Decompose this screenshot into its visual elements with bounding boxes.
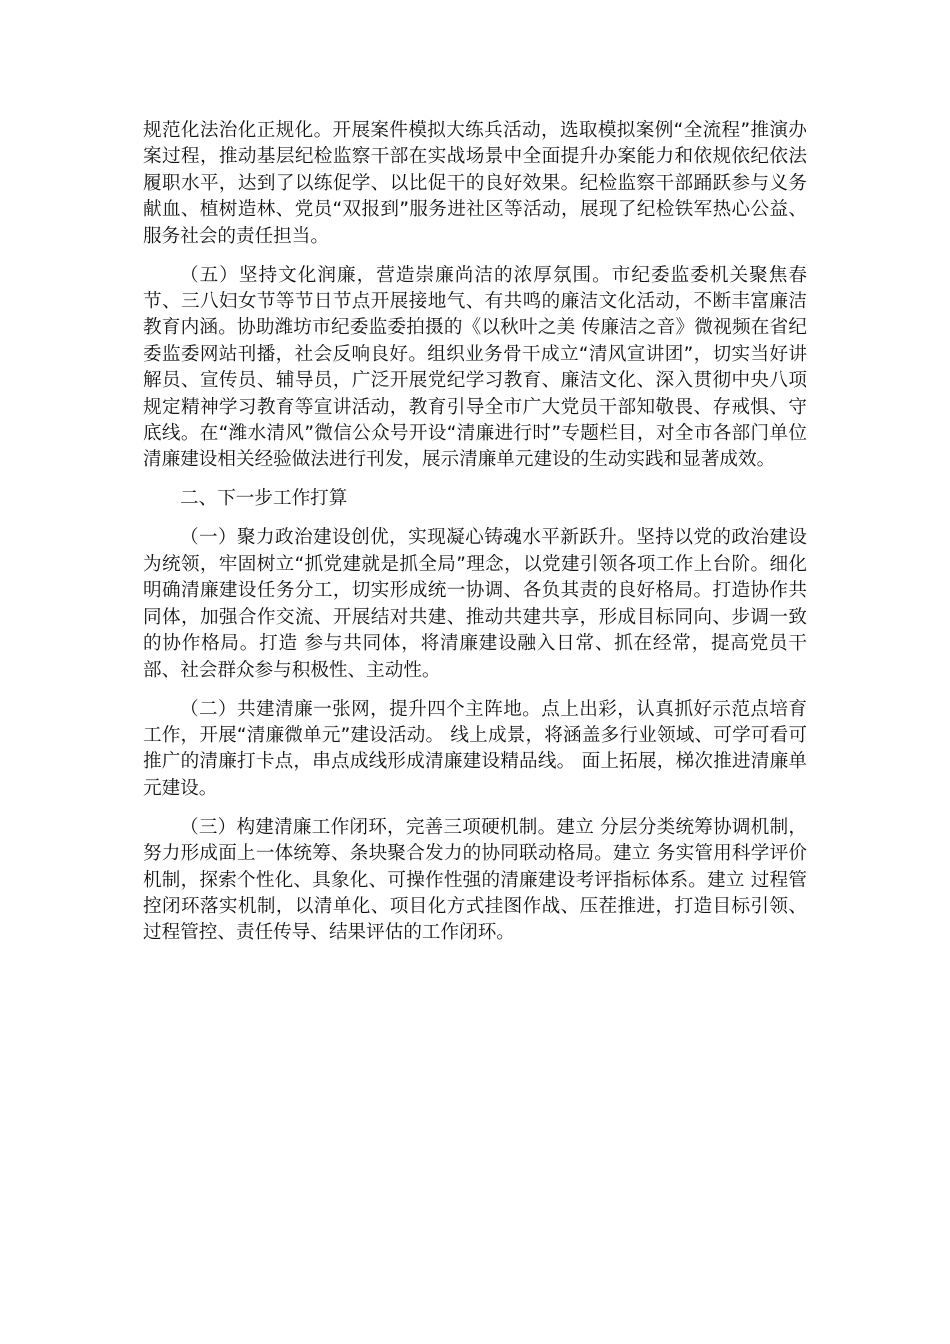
paragraph-plan-1-political: （一）聚力政治建设创优，实现凝心铸魂水平新跃升。坚持以党的政治建设为统领，牢固树立“抓党建就是抓全局”理念，以党建引领各项工作上台阶。细化明确清廉建设任务分工，切实形成统一协调、各负其责的良好格局。打造协作共同体，加强合作交流、开展结对共建、推动共建共享，形成目标同向、步调一致的协作格局。打造 参与共同体，将清廉建设融入日常、抓在经常，提高党员干部、社会群众参与积极性、主动性。 [143,527,807,681]
paragraph-plan-2-network: （二）共建清廉一张网，提升四个主阵地。点上出彩，认真抓好示范点培育工作，开展“清廉微单元”建设活动。 线上成景，将涵盖多行业领域、可学可看可推广的清廉打卡点，串点成线形成清廉建设精品线。 面上拓展，梯次推进清廉单元建设。 [143,698,807,799]
paragraph-section-5-culture: （五）坚持文化润廉，营造崇廉尚洁的浓厚氛围。市纪委监委机关聚焦春节、三八妇女节等节日节点开展接地气、有共鸣的廉洁文化活动，不断丰富廉洁教育内涵。协助潍坊市纪委监委拍摄的《以秋叶之美 传廉洁之音》微视频在省纪委监委网站刊播，社会反响良好。组织业务骨干成立“清风宣讲团”，切实当好讲解员、宣传员、辅导员，广泛开展党纪学习教育、廉洁文化、深入贯彻中央八项规定精神学习教育等宣讲活动，教育引导全市广大党员干部知敬畏、存戒惧、守底线。在“潍水清风”微信公众号开设“清廉进行时”专题栏目，对全市各部门单位清廉建设相关经验做法进行刊发，展示清廉单元建设的生动实践和显著成效。 [143,264,807,471]
document-body [143,118,807,959]
paragraph-continuation: 规范化法治化正规化。开展案件模拟大练兵活动，选取模拟案例“全流程”推演办案过程，推动基层纪检监察干部在实战场景中全面提升办案能力和依规依纪依法履职水平，达到了以练促学、以比促干的良好效果。纪检监察干部踊跃参与义务献血、植树造林、党员“双报到”服务进社区等活动，展现了纪检铁军热心公益、服务社会的责任担当。 [143,120,807,247]
section-heading-next-steps: 二、下一步工作打算 [180,488,348,510]
paragraph-plan-3-mechanism: （三）构建清廉工作闭环，完善三项硬机制。建立 分层分类统筹协调机制，努力形成面上一体统筹、条块聚合发力的协同联动格局。建立 务实管用科学评价机制，探索个性化、具象化、可操作性强的清廉建设考评指标体系。建立 过程管控闭环落实机制，以清单化、项目化方式挂图作战、压茬推进，打造目标引领、过程管控、责任传导、结果评估的工作闭环。 [143,816,807,944]
